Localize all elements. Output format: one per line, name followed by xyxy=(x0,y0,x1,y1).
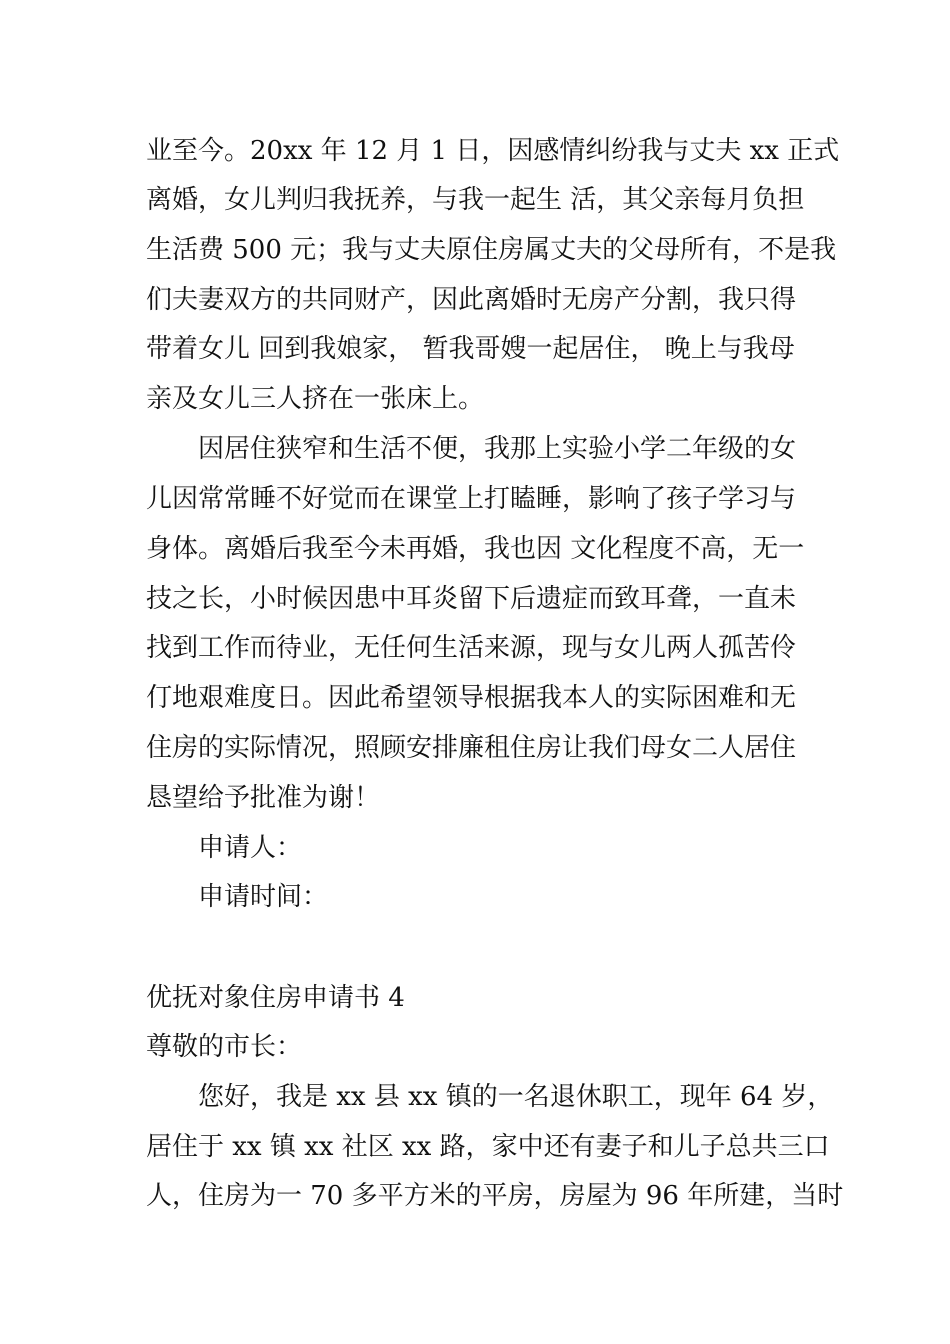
paragraph-2-line-4: 技之长，小时候因患中耳炎留下后遗症而致耳聋，一直未 xyxy=(146,584,797,614)
paragraph-1-line-1: 业至今。20xx 年 12 月 1 日，因感情纠纷我与丈夫 xx 正式 xyxy=(146,136,840,166)
paragraph-2-line-2: 儿因常常睡不好觉而在课堂上打瞌睡，影响了孩子学习与 xyxy=(146,484,797,514)
date-label: 申请时间： xyxy=(198,882,329,912)
paragraph-2-line-1: 因居住狭窄和生活不便，我那上实验小学二年级的女 xyxy=(198,434,797,464)
paragraph-2-line-8: 恳望给予批准为谢！ xyxy=(146,783,381,813)
paragraph-1-line-5: 带着女儿 回到我娘家， 暂我哥嫂一起居住， 晚上与我母 xyxy=(146,334,795,364)
applicant-label: 申请人： xyxy=(198,833,303,863)
paragraph-2-line-7: 住房的实际情况，照顾安排廉租住房让我们母女二人居住 xyxy=(146,733,797,763)
paragraph-1-line-2: 离婚，女儿判归我抚养，与我一起生 活，其父亲每月负担 xyxy=(146,185,805,215)
paragraph-3-line-2: 居住于 xx 镇 xx 社区 xx 路，家中还有妻子和儿子总共三口 xyxy=(146,1132,830,1162)
paragraph-3-line-1: 您好，我是 xx 县 xx 镇的一名退休职工，现年 64 岁， xyxy=(198,1082,834,1112)
paragraph-1-line-4: 们夫妻双方的共同财产，因此离婚时无房产分割，我只得 xyxy=(146,285,797,315)
paragraph-1-line-6: 亲及女儿三人挤在一张床上。 xyxy=(146,384,485,414)
paragraph-2-line-3: 身体。离婚后我至今未再婚，我也因 文化程度不高，无一 xyxy=(146,534,805,564)
paragraph-1-line-3: 生活费 500 元；我与丈夫原住房属丈夫的父母所有，不是我 xyxy=(146,235,837,265)
salutation: 尊敬的市长： xyxy=(146,1032,303,1062)
section-title: 优抚对象住房申请书 4 xyxy=(146,983,405,1013)
paragraph-2-line-6: 仃地艰难度日。因此希望领导根据我本人的实际困难和无 xyxy=(146,683,797,713)
paragraph-3-line-3: 人，住房为一 70 多平方米的平房，房屋为 96 年所建，当时 xyxy=(146,1181,844,1211)
paragraph-2-line-5: 找到工作而待业，无任何生活来源，现与女儿两人孤苦伶 xyxy=(146,633,797,663)
